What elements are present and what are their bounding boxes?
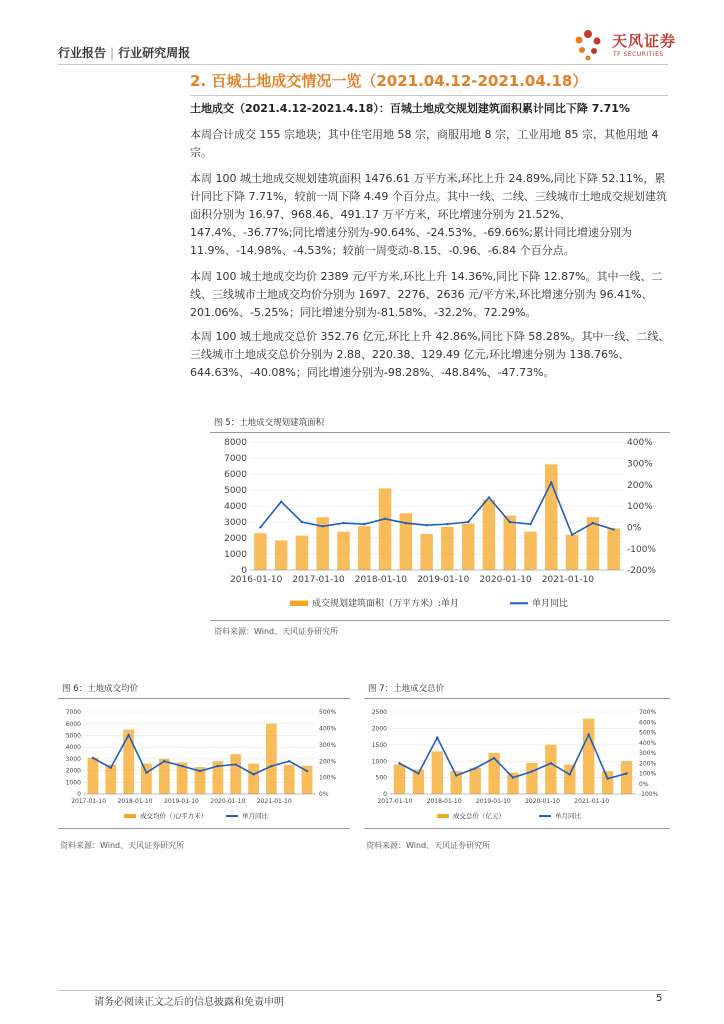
line-point xyxy=(488,496,490,498)
y-left-tick-label: 2000 xyxy=(224,534,247,545)
x-tick-label: 2019-01-10 xyxy=(164,798,199,805)
line-point xyxy=(512,776,514,778)
figure-6-source: 资料来源：Wind、天风证券研究所 xyxy=(60,841,185,850)
y-right-tick-label: 400% xyxy=(639,739,657,747)
y-right-tick-label: 300% xyxy=(319,741,337,749)
figure-6-rule xyxy=(58,698,350,699)
report-subcategory: 行业研究周报 xyxy=(118,46,191,60)
header-separator: | xyxy=(110,46,115,60)
bar xyxy=(483,500,495,570)
figure-7-source: 资料来源：Wind、天风证券研究所 xyxy=(366,841,491,850)
line-point xyxy=(301,521,303,523)
y-right-tick-label: 100% xyxy=(319,774,337,782)
bar xyxy=(337,532,349,570)
header-rule xyxy=(58,64,668,65)
section-rule xyxy=(190,95,668,96)
line-point xyxy=(493,757,495,759)
line-point xyxy=(474,767,476,769)
line-point xyxy=(417,772,419,774)
line-point xyxy=(181,765,183,767)
line-point xyxy=(199,770,201,772)
line-point xyxy=(531,770,533,772)
y-right-tick-label: 500% xyxy=(639,729,657,737)
y-right-tick-label: -100% xyxy=(639,791,659,799)
bar xyxy=(564,764,575,794)
section-title: 2. 百城土地成交情况一览（2021.04.12-2021.04.18） xyxy=(190,72,588,90)
x-tick-label: 2017-01-10 xyxy=(71,798,107,805)
line-point xyxy=(625,772,627,774)
bar xyxy=(545,464,557,570)
bar xyxy=(441,527,453,570)
line-point xyxy=(163,760,165,762)
figure-5-source: 资料来源：Wind、天风证券研究所 xyxy=(214,627,339,636)
bar xyxy=(394,764,405,794)
line-point xyxy=(384,518,386,520)
line-point xyxy=(306,770,308,772)
legend-bar-swatch xyxy=(290,601,308,606)
y-left-tick-label: 0 xyxy=(77,791,81,799)
x-tick-label: 2021-01-10 xyxy=(541,575,595,585)
bar xyxy=(432,751,443,794)
figure-6-chart xyxy=(58,702,350,824)
y-left-tick-label: 500 xyxy=(375,774,387,782)
bar xyxy=(602,771,613,794)
y-right-tick-label: 0% xyxy=(319,791,329,799)
bar xyxy=(607,528,619,570)
line-point xyxy=(425,524,427,526)
bar xyxy=(266,724,277,794)
bar xyxy=(583,719,594,794)
y-left-tick-label: 3000 xyxy=(65,755,81,763)
x-tick-label: 2020-01-10 xyxy=(210,798,246,805)
x-tick-label: 2017-01-10 xyxy=(292,575,345,585)
page-number: 5 xyxy=(656,993,663,1004)
line-point xyxy=(234,763,236,765)
footer-rule xyxy=(58,990,668,991)
y-right-tick-label: 500% xyxy=(319,709,337,717)
line-point xyxy=(342,522,344,524)
bar xyxy=(358,526,370,570)
summary-heading: 土地成交（2021.4.12-2021.4.18）：百城土地成交规划建筑面积累计同比下降 7.71% xyxy=(190,102,630,115)
line-point xyxy=(446,523,448,525)
bar xyxy=(503,516,515,570)
line-point xyxy=(550,481,552,483)
bar xyxy=(254,533,266,570)
line-point xyxy=(592,522,594,524)
bar xyxy=(545,745,556,794)
y-left-tick-label: 0 xyxy=(241,566,247,577)
y-left-tick-label: 8000 xyxy=(224,438,247,449)
y-left-tick-label: 3000 xyxy=(224,518,247,529)
y-left-tick-label: 2000 xyxy=(371,725,387,733)
line-point xyxy=(127,734,129,736)
bar xyxy=(526,763,537,794)
figure-5-chart xyxy=(210,436,670,616)
y-left-tick-label: 1000 xyxy=(65,779,81,787)
x-tick-label: 2019-01-10 xyxy=(475,798,511,805)
line-point xyxy=(569,773,571,775)
line-point xyxy=(571,534,573,536)
y-right-tick-label: 700% xyxy=(639,709,657,717)
y-right-tick-label: 100% xyxy=(627,502,653,513)
x-tick-label: 2018-01-10 xyxy=(426,798,462,805)
y-left-tick-label: 1000 xyxy=(371,758,387,766)
bar xyxy=(230,754,241,794)
bar xyxy=(621,761,632,794)
paragraph-total: 本周 100 城土地成交总价 352.76 亿元,环比上升 42.86%,同比下降 58.28%。其中一线、二线、三线城市土地成交总价分别为 2.88、220.38、129.49 亿元,环比增速分别为 138.76%、644.63%、-40.08%；同比增速分别为-98.28%、-48.84%、-47.73%。 xyxy=(190,330,670,379)
line-point xyxy=(529,523,531,525)
x-tick-label: 2020-01-10 xyxy=(479,575,532,585)
line-point xyxy=(405,522,407,524)
y-right-tick-label: 600% xyxy=(639,719,657,727)
bar xyxy=(284,765,295,794)
disclaimer-text: 请务必阅读正文之后的信息披露和免责申明 xyxy=(94,997,284,1008)
y-left-tick-label: 5000 xyxy=(65,732,81,740)
y-right-tick-label: 0% xyxy=(639,780,649,788)
y-left-tick-label: 7000 xyxy=(224,454,247,465)
legend-bar-label: 成交规划建筑面积（万平方米）:单月 xyxy=(312,599,460,609)
bar xyxy=(275,540,287,570)
logo-subtext: TF SECURITIES xyxy=(613,51,664,58)
figure-6-title: 图 6：土地成交均价 xyxy=(62,684,139,694)
bar xyxy=(141,764,152,794)
line-point xyxy=(363,523,365,525)
paragraph-price: 本周 100 城土地成交均价 2389 元/平方米,环比上升 14.36%,同比下降 12.87%。其中一线、二线、三线城市土地成交均价分别为 1697、2276、2636 元/平方米,环比增速分别为 96.41%、201.06%、-5.25%；同比增速分别为-81.58%、-32.2%、72.29%。 xyxy=(190,270,663,319)
line-point xyxy=(509,521,511,523)
y-left-tick-label: 0 xyxy=(383,791,387,799)
line-point xyxy=(322,525,324,527)
legend-bar-label: 成交总价（亿元） xyxy=(453,812,505,820)
legend-line-label: 单月同比 xyxy=(555,812,581,820)
y-left-tick-label: 4000 xyxy=(224,502,247,513)
y-left-tick-label: 2000 xyxy=(65,767,81,775)
figure-7-rule xyxy=(364,698,670,699)
figure-5-bottom-rule xyxy=(210,620,670,621)
bar xyxy=(296,536,308,570)
line-point xyxy=(467,521,469,523)
line-point xyxy=(270,765,272,767)
y-left-tick-label: 5000 xyxy=(224,486,247,497)
x-tick-label: 2018-01-10 xyxy=(117,798,153,805)
logo-text: 天风证券 xyxy=(612,32,677,50)
y-left-tick-label: 1000 xyxy=(224,550,247,561)
y-right-tick-label: 200% xyxy=(627,480,653,491)
line-point xyxy=(398,762,400,764)
y-left-tick-label: 4000 xyxy=(65,744,81,752)
legend-bar-swatch xyxy=(124,814,136,818)
report-type xyxy=(58,44,190,61)
y-left-tick-label: 6000 xyxy=(224,470,247,481)
figure-7-chart xyxy=(364,702,670,824)
legend-line-label: 单月同比 xyxy=(242,812,268,820)
line-point xyxy=(612,528,614,530)
paragraph-area: 本周 100 城土地成交规划建筑面积 1476.61 万平方米,环比上升 24.89%,同比下降 52.11%，累计同比下降 7.71%，较前一周下降 4.49 个百分点。其中一线、二线、三线城市土地成交规划建筑面积分别为 16.97、968.46、491.17 万平方米，环比增速分别为 21.52%、147.4%、-36.77%;同比增速分别为-90.64%、-24.53%、-69.66%;累计同比增速分别为 11.9%、-14.98%、-4.53%；较前一周变动-8.15、-0.96、-6.84 个百分点。 xyxy=(190,172,667,257)
figure-7-bottom-rule xyxy=(364,828,670,829)
bar xyxy=(105,765,116,794)
x-tick-label: 2021-01-10 xyxy=(256,798,292,805)
bar xyxy=(420,534,432,570)
y-right-tick-label: 200% xyxy=(319,758,337,766)
x-tick-label: 2018-01-10 xyxy=(354,575,408,585)
figure-5-rule xyxy=(210,432,670,433)
y-right-tick-label: 300% xyxy=(639,750,657,758)
legend-line-label: 单月同比 xyxy=(532,599,569,609)
y-right-tick-label: 400% xyxy=(319,725,337,733)
bar xyxy=(524,532,536,570)
figure-7-title: 图 7：土地成交总价 xyxy=(368,684,445,694)
x-tick-label: 2020-01-10 xyxy=(525,798,560,805)
line-point xyxy=(110,767,112,769)
line-point xyxy=(217,765,219,767)
y-left-tick-label: 1500 xyxy=(371,741,387,749)
bar xyxy=(123,730,134,794)
y-left-tick-label: 2500 xyxy=(371,709,387,717)
series-line xyxy=(260,483,613,535)
x-tick-label: 2019-01-10 xyxy=(417,575,470,585)
line-point xyxy=(145,771,147,773)
bar xyxy=(88,758,99,794)
y-right-tick-label: -100% xyxy=(627,544,656,555)
figure-5-title: 图 5：土地成交规划建筑面积 xyxy=(214,418,325,428)
line-point xyxy=(92,757,94,759)
y-right-tick-label: 100% xyxy=(639,770,657,778)
line-point xyxy=(436,736,438,738)
paragraph-deals: 本周合计成交 155 宗地块；其中住宅用地 58 宗，商服用地 8 宗，工业用地 85 宗，其他用地 4 宗。 xyxy=(190,128,659,159)
bar xyxy=(462,524,474,570)
x-tick-label: 2021-01-10 xyxy=(574,798,610,805)
line-point xyxy=(288,760,290,762)
bar xyxy=(248,764,259,794)
y-right-tick-label: 0% xyxy=(627,523,642,534)
y-right-tick-label: 400% xyxy=(627,438,653,449)
line-point xyxy=(252,773,254,775)
x-tick-label: 2016-01-10 xyxy=(230,575,283,585)
y-left-tick-label: 6000 xyxy=(65,720,81,728)
y-right-tick-label: 200% xyxy=(639,760,657,768)
y-left-tick-label: 7000 xyxy=(65,709,81,717)
bar xyxy=(566,535,578,570)
figure-6-bottom-rule xyxy=(58,828,350,829)
line-point xyxy=(280,501,282,503)
line-point xyxy=(587,733,589,735)
x-tick-label: 2017-01-10 xyxy=(377,798,413,805)
y-right-tick-label: -200% xyxy=(627,566,656,577)
y-right-tick-label: 300% xyxy=(627,459,653,470)
report-category: 行业报告 xyxy=(58,46,107,60)
line-point xyxy=(259,526,261,528)
legend-bar-swatch xyxy=(437,814,449,818)
line-point xyxy=(606,777,608,779)
line-point xyxy=(550,762,552,764)
bar xyxy=(379,488,391,570)
legend-bar-label: 成交均价（元/平方米） xyxy=(140,812,208,820)
line-point xyxy=(455,774,457,776)
bar xyxy=(469,768,480,794)
